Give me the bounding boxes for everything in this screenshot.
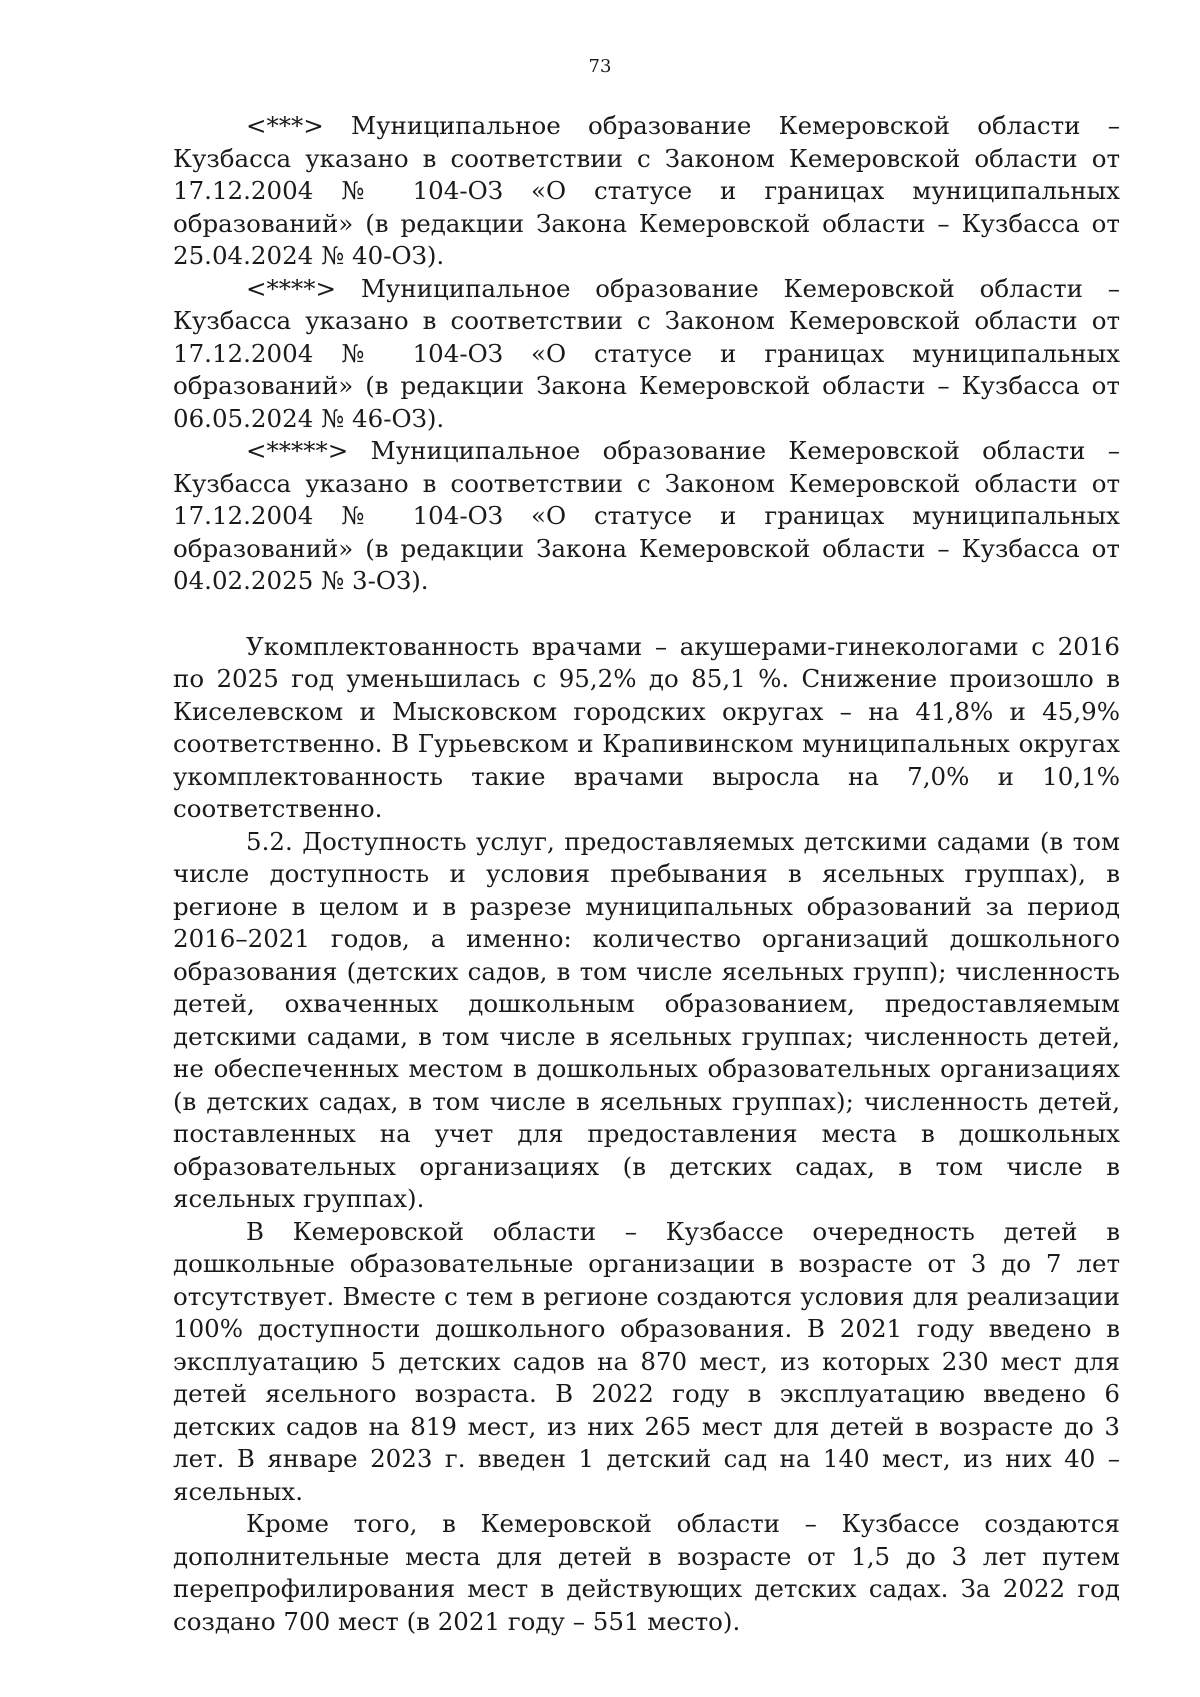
footnote-1: <***> Муниципальное образование Кемеровской области – Кузбасса указано в соответствии с Законом Кемеровской области от 17.12.2004 № 104-ОЗ «О статусе и границах муниципальных образований» (в редакции Закона Кемеровской области – Кузбасса от 25.04.2024 № 40-ОЗ). <box>173 111 1120 270</box>
paragraph-additional-places: Кроме того, в Кемеровской области – Кузбассе создаются дополнительные места для детей в возрасте от 1,5 до 3 лет путем перепрофилирования мест в действующих детских садах. За 2022 год создано 700 мест (в 2021 году – 551 место). <box>173 1509 1120 1636</box>
paragraph-queue: В Кемеровской области – Кузбассе очередность детей в дошкольные образовательные организации в возрасте от 3 до 7 лет отсутствует. Вместе с тем в регионе создаются условия для реализации 100% доступности дошкольного образования. В 2021 году введено в эксплуатацию 5 детских садов на 870 мест, из которых 230 мест для детей ясельного возраста. В 2022 году в эксплуатацию введено 6 детских садов на 819 мест, из них 265 мест для детей в возрасте до 3 лет. В январе 2023 г. введен 1 детский сад на 140 мест, из них 40 – ясельных. <box>173 1216 1120 1506</box>
footnote-2: <****> Муниципальное образование Кемеровской области – Кузбасса указано в соответствии с Законом Кемеровской области от 17.12.2004 № 104-ОЗ «О статусе и границах муниципальных образований» (в редакции Закона Кемеровской области – Кузбасса от 06.05.2024 № 46-ОЗ). <box>173 273 1120 433</box>
footnote-3: <*****> Муниципальное образование Кемеровской области – Кузбасса указано в соответствии с Законом Кемеровской области от 17.12.2004 № 104-ОЗ «О статусе и границах муниципальных образований» (в редакции Закона Кемеровской области – Кузбасса от 04.02.2025 № 3-ОЗ). <box>173 436 1120 595</box>
page-number: 73 <box>588 56 612 77</box>
paragraph-section-5-2: 5.2. Доступность услуг, предоставляемых детскими садами (в том числе доступность и условия пребывания в ясельных группах), в регионе в целом и в разрезе муниципальных образований за период 2016–2021 годов, а именно: количество организаций дошкольного образования (детских садов, в том числе ясельных групп); численность детей, охваченных дошкольным образованием, предоставляемым детскими садами, в том числе в ясельных группах; численность детей, не обеспеченных местом в дошкольных образовательных организациях (в детских садах, в том числе в ясельных группах); численность детей, поставленных на учет для предоставления места в дошкольных образовательных организациях (в детских садах, в том числе в ясельных группах). <box>173 826 1120 1213</box>
paragraph-staffing: Укомплектованность врачами – акушерами-гинекологами с 2016 по 2025 год уменьшилась с 95,2% до 85,1 %. Снижение произошло в Киселевском и Мысковском городских округах – на 41,8% и 45,9% соответственно. В Гурьевском и Крапивинском муниципальных округах укомплектованность такие врачами выросла на 7,0% и 10,1% соответственно. <box>173 631 1120 823</box>
document-body <box>173 110 1120 1638</box>
